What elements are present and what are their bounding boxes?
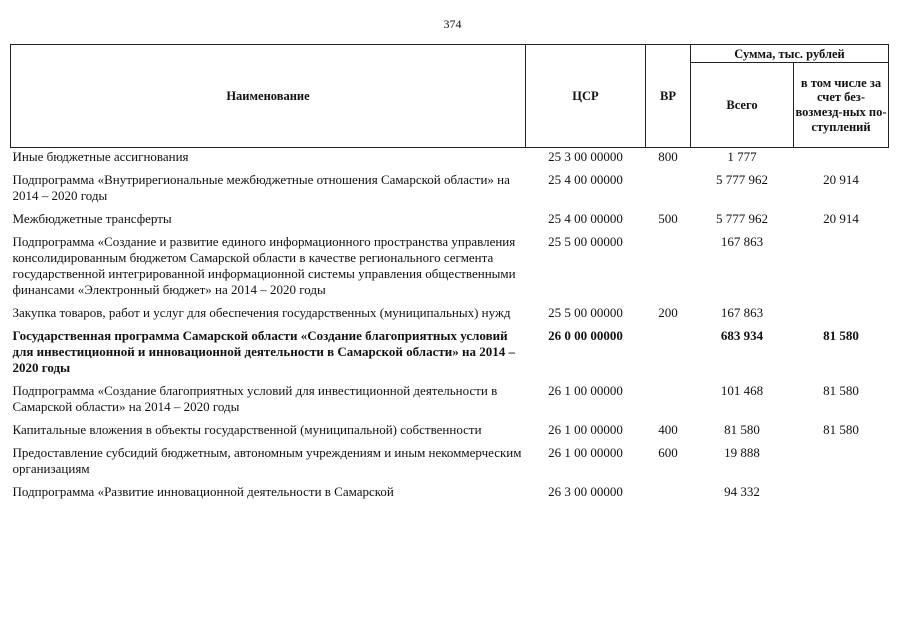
row-name: Подпрограмма «Создание благоприятных условий для инвестиционной деятельности в Самарской области» на 2014 – 2020 годы [12, 383, 498, 414]
table-row-program [11, 321, 889, 376]
row-csr: 25 5 00 00000 [548, 305, 623, 320]
row-total: 683 934 [720, 328, 764, 343]
row-total: 101 468 [720, 383, 764, 398]
row-total: 5 777 962 [716, 211, 768, 226]
row-vr [646, 376, 691, 415]
row-name: Иные бюджетные ассигнования [12, 149, 189, 164]
table-row [11, 165, 889, 204]
row-name: Капитальные вложения в объекты государственной (муниципальной) собственности [12, 422, 482, 437]
row-total: 167 863 [720, 234, 764, 249]
table-row [11, 148, 889, 166]
row-total: 94 332 [724, 484, 760, 499]
row-name: Предоставление субсидий бюджетным, автономным учреждениям и иным некоммерческим организациям [12, 445, 522, 476]
row-total: 167 863 [720, 305, 764, 320]
row-vr: 400 [658, 422, 678, 437]
row-name: Подпрограмма «Внутрирегиональные межбюджетные отношения Самарской области» на 2014 – 2020 годы [12, 172, 510, 203]
page-number: 374 [443, 17, 462, 31]
row-vr [646, 227, 691, 298]
row-total: 19 888 [724, 445, 760, 460]
row-csr: 25 3 00 00000 [548, 149, 623, 164]
row-name: Подпрограмма «Создание и развитие единого информационного пространства управления консолидированным бюджетом Самарской области в качестве регионального сегмента государственной интегрированной информационной системы управления общественными финансами «Электронный бюджет» на 2014 – 2020 годы [12, 234, 516, 297]
header-csr: ЦСР [526, 45, 646, 148]
row-vr: 600 [658, 445, 678, 460]
row-grants [794, 148, 889, 166]
table-row [11, 376, 889, 415]
row-name: Подпрограмма «Развитие инновационной деятельности в Самарской [12, 484, 394, 499]
table-row [11, 415, 889, 438]
table-row [11, 204, 889, 227]
row-grants: 81 580 [823, 328, 859, 343]
row-name: Межбюджетные трансферты [12, 211, 172, 226]
row-grants [794, 227, 889, 298]
row-total: 5 777 962 [716, 172, 768, 187]
row-grants: 81 580 [823, 383, 859, 398]
header-name: Наименование [11, 45, 526, 148]
header-grants: в том числе за счет без-возмезд-ных по-ступлений [794, 63, 889, 148]
header-vr: ВР [646, 45, 691, 148]
table-row [11, 227, 889, 298]
row-grants [794, 298, 889, 321]
row-grants: 81 580 [823, 422, 859, 437]
row-csr: 25 5 00 00000 [548, 234, 623, 249]
row-grants [794, 477, 889, 500]
row-grants: 20 914 [823, 211, 859, 226]
row-grants [794, 438, 889, 477]
table-row [11, 438, 889, 477]
row-vr [646, 321, 691, 376]
row-vr [646, 477, 691, 500]
row-grants: 20 914 [823, 172, 859, 187]
row-name: Государственная программа Самарской области «Создание благоприятных условий для инвестиционной и инновационной деятельности в Самарской области» на 2014 – 2020 годы [12, 328, 515, 375]
row-total: 81 580 [724, 422, 760, 437]
header-sum: Сумма, тыс. рублей [691, 45, 889, 63]
header-total: Всего [691, 63, 794, 148]
row-csr: 26 1 00 00000 [548, 422, 623, 437]
row-total: 1 777 [727, 149, 757, 164]
row-csr: 25 4 00 00000 [548, 172, 623, 187]
row-csr: 26 0 00 00000 [548, 328, 623, 343]
row-csr: 26 3 00 00000 [548, 484, 623, 499]
row-vr [646, 165, 691, 204]
row-csr: 25 4 00 00000 [548, 211, 623, 226]
row-vr: 500 [658, 211, 678, 226]
table-row [11, 477, 889, 500]
budget-table [10, 44, 889, 500]
row-vr: 800 [658, 149, 678, 164]
table-row [11, 298, 889, 321]
row-vr: 200 [658, 305, 678, 320]
row-csr: 26 1 00 00000 [548, 383, 623, 398]
row-csr: 26 1 00 00000 [548, 445, 623, 460]
row-name: Закупка товаров, работ и услуг для обеспечения государственных (муниципальных) нужд [12, 305, 511, 320]
